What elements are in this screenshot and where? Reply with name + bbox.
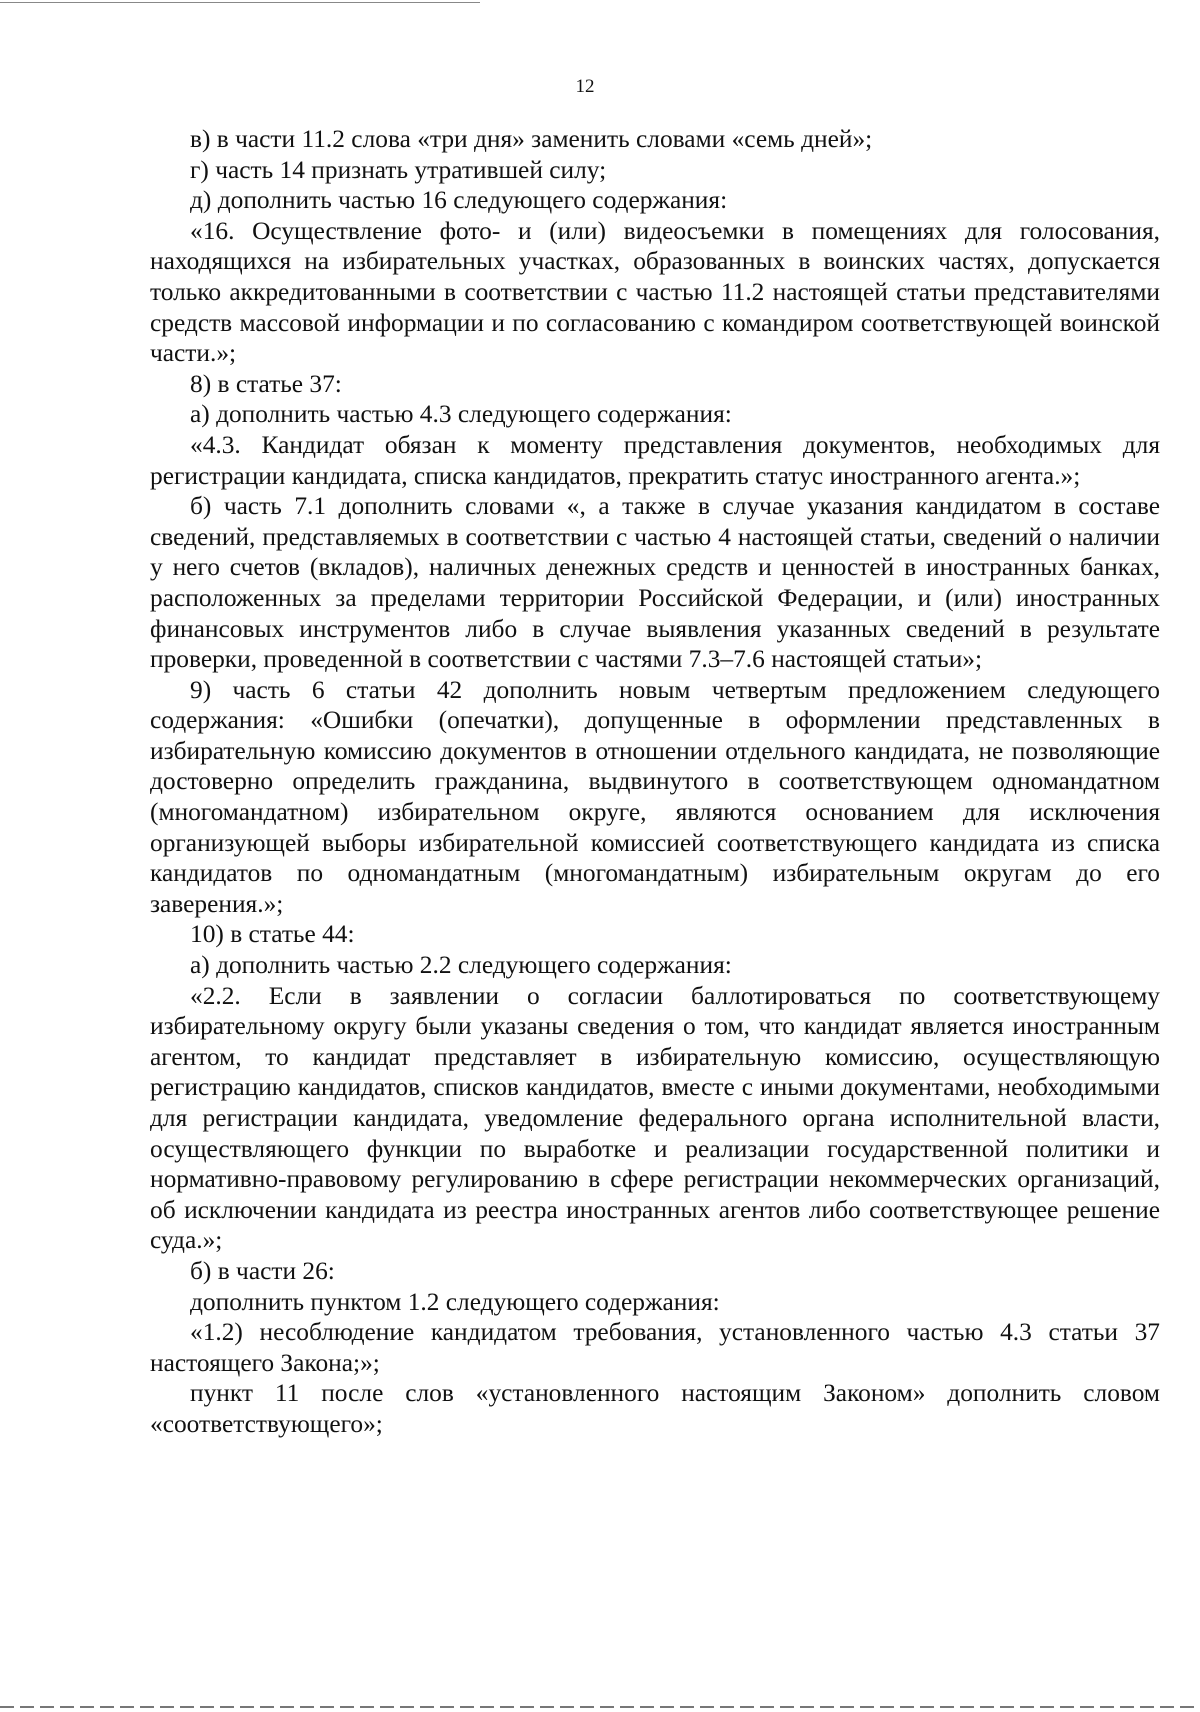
paragraph: а) дополнить частью 2.2 следующего содержания:	[190, 951, 732, 980]
paragraph: «16. Осуществление фото- и (или) видеосъемки в помещениях для голосования, находящихся на избирательных участках, образованных в воинских частях, допускается только аккредитованными в соответствии с частью 11.2 настоящей статьи представителями средств массовой информации и по согласованию с командиром соответствующей воинской части.»;	[150, 216, 1160, 368]
paragraph: пункт 11 после слов «установленного настоящим Законом» дополнить словом «соответствующего»;	[150, 1379, 1160, 1438]
paragraph: «2.2. Если в заявлении о согласии баллотироваться по соответствующему избирательному округу были указаны сведения о том, что кандидат является иностранным агентом, то кандидат представляет в избирательную комиссию, осуществляющую регистрацию кандидатов, списков кандидатов, вместе с иными документами, необходимыми для регистрации кандидата, уведомление федерального органа исполнительной власти, осуществляющего функции по выработке и реализации государственной политики и нормативно-правовому регулированию в сфере регистрации некоммерческих организаций, об исключении кандидата из реестра иностранных агентов либо соответствующее решение суда.»;	[150, 981, 1160, 1255]
paragraph: г) часть 14 признать утратившей силу;	[190, 155, 607, 184]
paragraph: а) дополнить частью 4.3 следующего содержания:	[190, 400, 732, 429]
paragraph: в) в части 11.2 слова «три дня» заменить словами «семь дней»;	[190, 125, 873, 153]
scan-edge-bottom	[0, 1706, 1200, 1708]
page-number: 12	[575, 76, 595, 97]
paragraph: «1.2) несоблюдение кандидатом требования, установленного частью 4.3 статьи 37 настоящего Закона;»;	[150, 1318, 1160, 1377]
paragraph: д) дополнить частью 16 следующего содержания:	[190, 186, 728, 215]
paragraph: 9) часть 6 статьи 42 дополнить новым четвертым предложением следующего содержания: «Ошибки (опечатки), допущенные в оформлении представленных в избирательную комиссию документов в отношении отдельного кандидата, не позволяющие достоверно определить гражданина, выдвинутого в соответствующем одномандатном (многомандатном) избирательном округе, являются основанием для исключения организующей выборы избирательной комиссией соответствующего кандидата из списка кандидатов по одномандатным (многомандатным) избирательным округам до его заверения.»;	[150, 675, 1160, 918]
paragraph: 8) в статье 37:	[190, 369, 342, 398]
scan-edge-top	[0, 2, 480, 3]
paragraph: дополнить пунктом 1.2 следующего содержания:	[190, 1287, 720, 1316]
paragraph: «4.3. Кандидат обязан к моменту представления документов, необходимых для регистрации кандидата, списка кандидатов, прекратить статус иностранного агента.»;	[150, 430, 1160, 490]
document-body	[150, 124, 1160, 1440]
paragraph: б) часть 7.1 дополнить словами «, а также в случае указания кандидатом в составе сведений, представляемых в соответствии с частью 4 настоящей статьи, сведений о наличии у него счетов (вкладов), наличных денежных средств и ценностей в иностранных банках, расположенных за пределами территории Российской Федерации, и (или) иностранных финансовых инструментов либо в случае выявления указанных сведений в результате проверки, проведенной в соответствии с частями 7.3–7.6 настоящей статьи»;	[150, 492, 1160, 674]
paragraph: 10) в статье 44:	[190, 920, 355, 949]
paragraph: б) в части 26:	[190, 1256, 335, 1285]
